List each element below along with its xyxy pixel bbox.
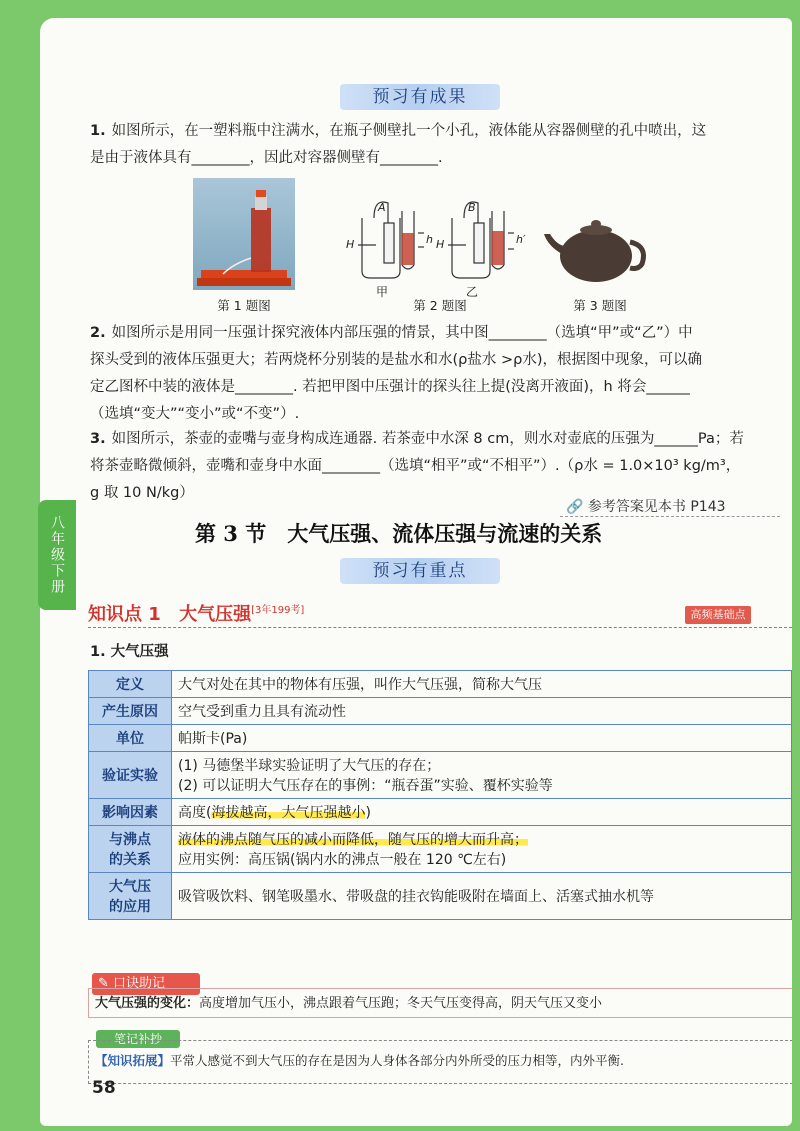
figure-2-caption: 第 2 题图 [413, 298, 467, 313]
table-row [89, 698, 792, 725]
notes-text: 平常人感觉不到大气压的存在是因为人身体各部分内外所受的压力相等，内外平衡. [170, 1053, 624, 1068]
q3-line2: 将茶壶略微倾斜，壶嘴和壶身中水面________（选填“相平”或“不相平”）.（ρ水 = 1.0×10³ kg/m³， [90, 458, 741, 474]
link-icon: 🔗 [566, 499, 584, 515]
kp-frequency: [3年199考] [251, 605, 305, 616]
q2-line1: 如图所示是用同一压强计探究液体内部压强的情景，其中图________（选填“甲”或“乙”）中 [111, 325, 693, 341]
row-header-factor: 影响因素 [89, 799, 172, 826]
experiment-1: (1) 马德堡半球实验证明了大气压的存在； [178, 758, 441, 774]
q2-line2: 探头受到的液体压强更大；若两烧杯分别装的是盐水和水(ρ盐水 >ρ水)，根据图中现象，可以确 [90, 352, 702, 368]
section-title: 第 3 节 大气压强、流体压强与流速的关系 [195, 521, 603, 546]
label-B: B [468, 201, 476, 214]
banner-preview-results: 预习有成果 [340, 84, 500, 110]
row-value-factor [172, 799, 792, 826]
q2-line3: 定乙图杯中装的液体是________. 若把甲图中压强计的探头往上提(没离开液面)，h 将会______ [90, 379, 690, 395]
boiling-rule: 液体的沸点随气压的减小而降低，随气压的增大而升高； [178, 832, 528, 848]
label-yi: 乙 [466, 285, 479, 299]
boiling-header-line1: 与沸点 [109, 832, 151, 848]
figure-3-image [540, 208, 655, 288]
table-row [89, 826, 792, 873]
label-A: A [378, 201, 386, 214]
table-row [89, 873, 792, 920]
grade-side-tab: 八年级下册 [38, 500, 76, 610]
table-row [89, 799, 792, 826]
row-value-unit: 帕斯卡(Pa) [172, 725, 792, 752]
high-frequency-badge: 高频基础点 [685, 606, 751, 624]
question-1 [90, 118, 780, 172]
label-jia: 甲 [376, 285, 389, 299]
row-header-unit: 单位 [89, 725, 172, 752]
application-header-line1: 大气压 [109, 879, 151, 895]
label-H-1: H [346, 238, 355, 251]
notes-box [88, 1040, 792, 1084]
bottle-photo [193, 178, 295, 290]
row-value-experiment [172, 752, 792, 799]
factor-pre: 高度( [178, 805, 212, 821]
q2-number: 2. [90, 325, 106, 341]
row-value-definition: 大气对处在其中的物体有压强，叫作大气压强，简称大气压 [172, 671, 792, 698]
q2-line4: （选填“变大”“变小”或“不变”）. [90, 406, 300, 422]
row-value-cause: 空气受到重力且具有流动性 [172, 698, 792, 725]
notes-title: 笔记补抄 [96, 1030, 180, 1048]
atmospheric-pressure-table [88, 670, 792, 920]
factor-post: ) [365, 805, 371, 821]
label-h-prime: h′ [516, 233, 526, 246]
answer-reference-text: 参考答案见本书 P143 [587, 499, 726, 515]
application-header-line2: 的应用 [109, 899, 151, 915]
boiling-example: 应用实例：高压锅(锅内水的沸点一般在 120 ℃左右) [178, 852, 507, 868]
q3-number: 3. [90, 431, 106, 447]
q1-line1: 如图所示，在一塑料瓶中注满水，在瓶子侧壁扎一个小孔，液体能从容器侧壁的孔中喷出，这 [111, 123, 707, 139]
question-2 [90, 320, 780, 428]
mnemonic-text: 高度增加气压小，沸点跟着气压跑；冬天气压变得高，阴天气压又变小 [199, 996, 603, 1011]
figure-2-diagram [340, 183, 540, 303]
row-header-experiment: 验证实验 [89, 752, 172, 799]
table-row [89, 725, 792, 752]
q3-line1: 如图所示，茶壶的壶嘴与壶身构成连通器. 若茶壶中水深 8 cm，则水对壶底的压强为______Pa；若 [111, 431, 744, 447]
mnemonic-label: 大气压强的变化： [95, 996, 200, 1011]
q1-number: 1. [90, 123, 106, 139]
row-value-application: 吸管吸饮料、钢笔吸墨水、带吸盘的挂衣钩能吸附在墙面上、活塞式抽水机等 [172, 873, 792, 920]
row-header-cause: 产生原因 [89, 698, 172, 725]
teapot-photo [540, 208, 655, 288]
boiling-header-line2: 的关系 [109, 852, 151, 868]
notes-tag: 【知识拓展】 [95, 1053, 171, 1068]
kp-divider [88, 627, 792, 629]
q3-line3: g 取 10 N/kg） [90, 485, 194, 501]
kp-label: 知识点 1 [88, 604, 161, 625]
row-value-boiling [172, 826, 792, 873]
page [40, 18, 792, 1126]
page-number: 58 [92, 1078, 116, 1098]
row-header-definition: 定义 [89, 671, 172, 698]
table-row [89, 671, 792, 698]
row-header-application [89, 873, 172, 920]
figure-1-caption: 第 1 题图 [217, 298, 271, 313]
figure-3-caption: 第 3 题图 [573, 298, 627, 313]
table-row [89, 752, 792, 799]
question-3 [90, 426, 780, 507]
knowledge-point-heading [88, 600, 304, 626]
answer-reference [566, 496, 726, 516]
factor-highlight: 海拔越高，大气压强越小 [211, 805, 366, 821]
label-H-2: H [436, 238, 445, 251]
pencil-icon: ✎ [98, 976, 109, 991]
row-header-boiling [89, 826, 172, 873]
subheading-atmospheric-pressure: 1. 大气压强 [90, 644, 169, 660]
q1-line2: 是由于液体具有________，因此对容器侧壁有________. [90, 150, 443, 166]
experiment-2: (2) 可以证明大气压存在的事例：“瓶吞蛋”实验、覆杯实验等 [178, 778, 553, 794]
mnemonic-title-text: 口诀助记 [113, 976, 166, 991]
banner-preview-key-points: 预习有重点 [340, 558, 500, 584]
label-h: h [426, 233, 433, 246]
mnemonic-box [88, 988, 792, 1018]
figure-1-image [193, 178, 295, 290]
kp-title: 大气压强 [179, 604, 252, 625]
